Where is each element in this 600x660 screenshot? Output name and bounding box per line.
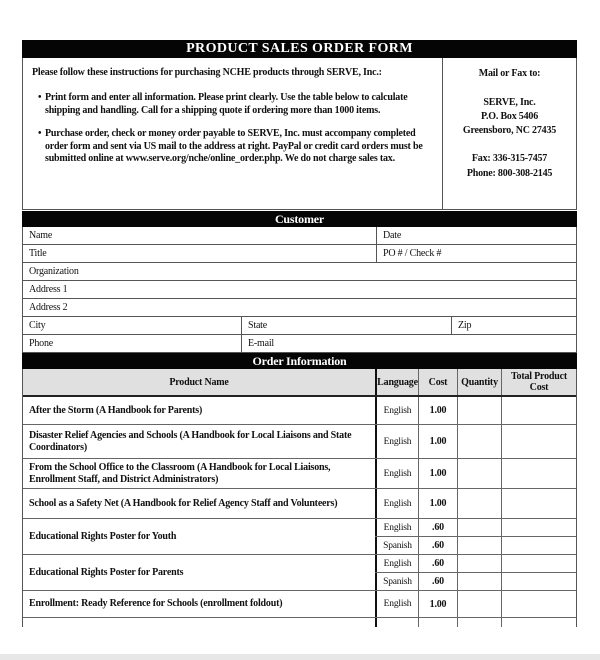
bullet-text: Print form and enter all information. Please print clearly. Use the table below to calculate shipping and handling. Call for a shipping quote if ordering more than 1000 items. xyxy=(45,92,408,116)
form-title: PRODUCT SALES ORDER FORM xyxy=(22,40,577,58)
customer-row-title-po xyxy=(23,245,576,263)
phone-field: Phone xyxy=(29,338,54,349)
product-row xyxy=(23,555,576,591)
cost-value: 1.00 xyxy=(418,591,457,617)
quantity-cell-blank xyxy=(457,573,501,590)
total-cost-cell-blank xyxy=(501,591,576,617)
product-entry xyxy=(375,591,576,617)
product-row xyxy=(23,489,576,519)
customer-row-address1 xyxy=(23,281,576,299)
quantity-cell-blank xyxy=(457,537,501,554)
mail-org: SERVE, Inc. xyxy=(483,97,536,108)
language-value: English xyxy=(375,459,418,488)
quantity-cell-blank xyxy=(457,425,501,458)
total-cost-cell-blank xyxy=(501,618,576,627)
customer-section-header: Customer xyxy=(22,211,577,227)
quantity-cell-blank xyxy=(457,519,501,536)
bullet-item xyxy=(32,92,432,117)
address1-field: Address 1 xyxy=(29,284,68,295)
mail-city-line: Greensboro, NC 27435 xyxy=(462,125,557,136)
language-value: English xyxy=(375,555,418,572)
product-entry xyxy=(375,397,576,424)
quantity-cell-blank xyxy=(457,555,501,572)
zip-field: Zip xyxy=(451,317,576,334)
total-cost-cell-blank xyxy=(501,573,576,590)
product-name: Educational Rights Poster for Youth xyxy=(29,530,177,542)
product-row xyxy=(23,519,576,555)
customer-row-name-date xyxy=(23,227,576,245)
total-cost-cell-blank xyxy=(501,397,576,424)
product-row xyxy=(23,425,576,459)
email-field: E-mail xyxy=(241,335,576,352)
mail-address xyxy=(443,96,576,138)
cost-value: .60 xyxy=(418,537,457,554)
order-section-header: Order Information xyxy=(22,353,577,369)
state-field: State xyxy=(241,317,451,334)
address2-field: Address 2 xyxy=(29,302,68,313)
product-name: Disaster Relief Agencies and Schools (A Handbook for Local Liaisons and State Coordinators) xyxy=(29,429,352,453)
bullet-icon: • xyxy=(38,128,42,139)
column-header-language: Language xyxy=(375,369,418,395)
bullet-item xyxy=(32,128,432,166)
cost-value: 1.00 xyxy=(418,489,457,518)
quantity-cell-blank xyxy=(457,397,501,424)
date-field: Date xyxy=(376,227,576,244)
product-name: School as a Safety Net (A Handbook for Relief Agency Staff and Volunteers) xyxy=(29,497,338,509)
product-name: After the Storm (A Handbook for Parents) xyxy=(29,404,203,416)
language-value: English xyxy=(375,591,418,617)
fax-number: Fax: 336-315-7457 xyxy=(471,153,548,164)
product-entry xyxy=(375,555,576,572)
product-entry xyxy=(375,618,576,627)
mail-po-box: P.O. Box 5406 xyxy=(480,111,539,122)
column-header-cost: Cost xyxy=(418,369,457,395)
cost-value: 1.00 xyxy=(418,397,457,424)
instructions-section xyxy=(22,58,577,210)
total-cost-cell-blank xyxy=(501,537,576,554)
total-cost-cell-blank xyxy=(501,519,576,536)
product-entry xyxy=(375,536,576,554)
language-value: English xyxy=(375,397,418,424)
product-entry xyxy=(375,572,576,590)
product-row-cutoff xyxy=(23,618,576,627)
city-field: City xyxy=(29,320,46,331)
product-entry xyxy=(375,425,576,458)
instructions-text-block xyxy=(23,58,442,209)
language-value: Spanish xyxy=(375,537,418,554)
total-cost-cell-blank xyxy=(501,555,576,572)
organization-field: Organization xyxy=(29,266,79,277)
name-field: Name xyxy=(29,230,53,241)
product-name: Enrollment: Ready Reference for Schools (enrollment foldout) xyxy=(29,598,283,609)
total-cost-cell-blank xyxy=(501,489,576,518)
product-row xyxy=(23,591,576,618)
customer-row-phone-email xyxy=(23,335,576,353)
cost-value: .60 xyxy=(418,519,457,536)
bullet-icon: • xyxy=(38,92,42,103)
mail-contact-numbers xyxy=(443,151,576,181)
language-value: Spanish xyxy=(375,573,418,590)
quantity-cell-blank xyxy=(457,618,501,627)
cost-value: 1.00 xyxy=(418,459,457,488)
page-bottom-edge xyxy=(0,654,600,660)
language-value: English xyxy=(375,489,418,518)
total-cost-cell-blank xyxy=(501,459,576,488)
product-entry xyxy=(375,519,576,536)
product-name: Educational Rights Poster for Parents xyxy=(29,566,184,578)
instructions-intro: Please follow these instructions for purchasing NCHE products through SERVE, Inc.: xyxy=(32,67,382,78)
column-header-quantity: Quantity xyxy=(457,369,501,395)
quantity-cell-blank xyxy=(457,459,501,488)
language-value: English xyxy=(375,519,418,536)
phone-number: Phone: 800-308-2145 xyxy=(466,168,553,179)
cost-value: .60 xyxy=(418,573,457,590)
product-name: From the School Office to the Classroom (A Handbook for Local Liaisons, Enrollment Staff, and District Administrators) xyxy=(29,461,331,485)
product-entry xyxy=(375,459,576,488)
mail-or-fax-box xyxy=(442,58,576,209)
customer-row-organization xyxy=(23,263,576,281)
cost-cell-blank xyxy=(418,618,457,627)
language-value: English xyxy=(375,425,418,458)
order-form xyxy=(22,40,577,627)
quantity-cell-blank xyxy=(457,489,501,518)
mail-box-heading: Mail or Fax to: xyxy=(478,68,541,79)
product-entry xyxy=(375,489,576,518)
title-field: Title xyxy=(29,248,47,259)
customer-row-city-state-zip xyxy=(23,317,576,335)
column-header-product: Product Name xyxy=(169,376,229,388)
total-cost-cell-blank xyxy=(501,425,576,458)
product-row xyxy=(23,397,576,425)
customer-row-address2 xyxy=(23,299,576,317)
cost-value: .60 xyxy=(418,555,457,572)
product-row xyxy=(23,459,576,489)
bullet-text: Purchase order, check or money order payable to SERVE, Inc. must accompany completed order form and sent via US mail to the address at right. PayPal or credit card orders must be submitted online at www.serve.org/nche/online_order.php. We do not charge sales tax. xyxy=(45,128,423,164)
order-table xyxy=(22,369,577,627)
column-header-total: Total Product Cost xyxy=(501,369,576,395)
instructions-bullets xyxy=(32,92,432,166)
order-table-header xyxy=(23,369,576,397)
quantity-cell-blank xyxy=(457,591,501,617)
cost-value: 1.00 xyxy=(418,425,457,458)
po-check-field: PO # / Check # xyxy=(376,245,576,262)
customer-fields xyxy=(22,227,577,353)
language-cell-blank xyxy=(375,618,418,627)
